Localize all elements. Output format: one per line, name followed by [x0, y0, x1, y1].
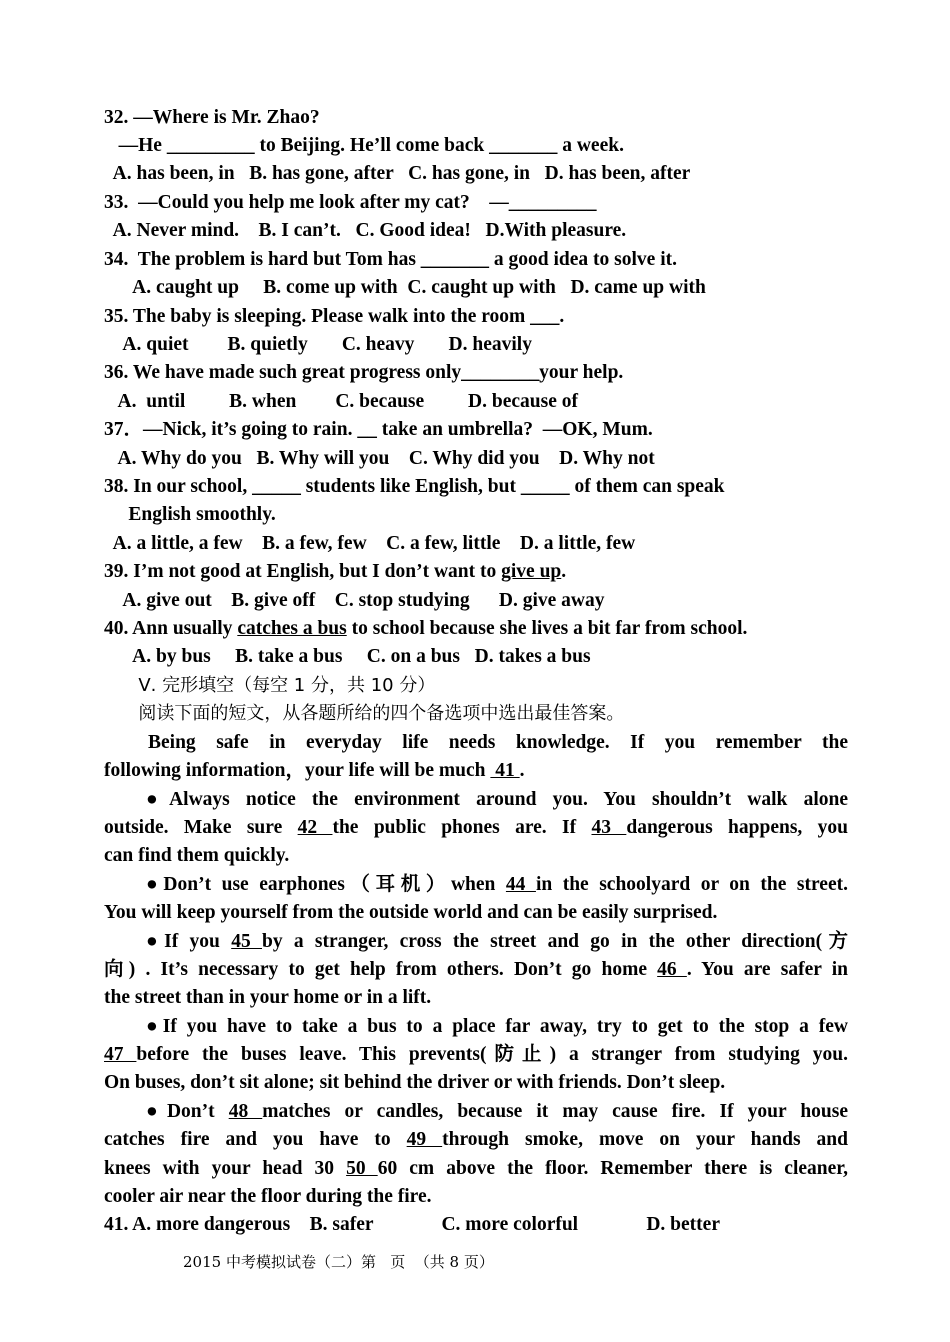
- section-5-instruction: 阅读下面的短文，从各题所给的四个备选项中选出最佳答案。: [104, 703, 625, 724]
- question-32-stem: 32. —Where is Mr. Zhao?: [104, 107, 320, 128]
- passage-p3-line2: You will keep yourself from the outside world and can be easily surprised.: [104, 902, 718, 923]
- question-33-options: A. Never mind. B. I can’t. C. Good idea! D.With pleasure.: [104, 220, 627, 241]
- question-39-stem: [104, 558, 848, 586]
- passage-p5-line3: On buses, don’t sit alone; sit behind the driver or with friends. Don’t sleep.: [104, 1072, 726, 1093]
- passage-p6-line1: [146, 1098, 848, 1126]
- passage-text: 向) . It’s necessary to get help from others. Don’t go home: [104, 959, 658, 980]
- blank-49: 49: [406, 1129, 443, 1150]
- page-footer: 2015 中考模拟试卷（二）第 页 （共 8 页）: [183, 1253, 494, 1271]
- passage-text: ●Don’t: [146, 1101, 229, 1122]
- question-38-line2: English smoothly.: [104, 504, 276, 525]
- passage-p2-line1: ●Always notice the environment around you. You shouldn’t walk alone: [146, 789, 848, 810]
- passage-p4-line1: [146, 928, 848, 956]
- passage-p4-line3: the street than in your home or in a lift.: [104, 987, 432, 1008]
- question-37-stem: 37．—Nick, it’s going to rain. __ take an umbrella? —OK, Mum.: [104, 419, 653, 440]
- section-5-heading: Ⅴ. 完形填空（每空 1 分，共 10 分）: [104, 675, 436, 696]
- passage-text: matches or candles, because it may cause fire. If your house: [262, 1101, 849, 1122]
- passage-p6-line3: [104, 1155, 848, 1183]
- question-34-stem: 34. The problem is hard but Tom has _______ a good idea to solve it.: [104, 249, 677, 270]
- question-40-stem-before: 40. Ann usually: [104, 618, 238, 639]
- question-41-options: 41. A. more dangerous B. safer C. more colorful D. better: [104, 1214, 720, 1235]
- passage-p6-line2: [104, 1126, 848, 1154]
- passage-p5-line2: [104, 1041, 848, 1069]
- question-40-underlined-phrase: catches a bus: [237, 618, 347, 639]
- passage-text: dangerous happens, you: [626, 817, 848, 838]
- passage-p2-line3: can find them quickly.: [104, 845, 290, 866]
- question-40-stem-after: to school because she lives a bit far from school.: [346, 618, 748, 639]
- passage-text: . You are safer in: [686, 959, 848, 980]
- question-36-options: A. until B. when C. because D. because of: [104, 391, 578, 412]
- passage-text: .: [519, 760, 525, 781]
- passage-text: in the schoolyard or on the street.: [535, 874, 848, 895]
- question-39-underlined-phrase: give up: [501, 561, 562, 582]
- passage-p4-line2: [104, 956, 848, 984]
- passage-text: by a stranger, cross the street and go in the other direction(方: [261, 931, 849, 952]
- blank-44: 44: [505, 874, 536, 895]
- passage-text: outside. Make sure: [104, 817, 298, 838]
- passage-text: knees with your head 30: [104, 1158, 347, 1179]
- passage-text: 60 cm above the floor. Remember there is cleaner,: [377, 1158, 849, 1179]
- passage-text: the public phones are. If: [332, 817, 592, 838]
- question-33-stem: 33. —Could you help me look after my cat? —_________: [104, 192, 597, 213]
- passage-p3-line1: [146, 871, 848, 899]
- blank-48: 48: [228, 1101, 263, 1122]
- question-32-options: A. has been, in B. has gone, after C. has gone, in D. has been, after: [104, 163, 691, 184]
- passage-text: catches fire and you have to: [104, 1129, 407, 1150]
- blank-43: 43: [591, 817, 627, 838]
- passage-text: following information，your life will be much: [104, 760, 491, 781]
- passage-text: ●If you: [146, 931, 232, 952]
- question-38-options: A. a little, a few B. a few, few C. a few, little D. a little, few: [104, 533, 636, 554]
- passage-p1-line2: [104, 757, 848, 785]
- passage-text: ●Don’t use earphones（耳机）when: [146, 874, 506, 895]
- question-32-line2: —He _________ to Beijing. He’ll come back _______ a week.: [104, 135, 624, 156]
- question-39-options: A. give out B. give off C. stop studying D. give away: [104, 590, 605, 611]
- passage-text: through smoke, move on your hands and: [442, 1129, 848, 1150]
- blank-47: 47: [104, 1044, 137, 1065]
- blank-45: 45: [231, 931, 262, 952]
- question-39-stem-before: 39. I’m not good at English, but I don’t want to: [104, 561, 502, 582]
- blank-46: 46: [657, 959, 687, 980]
- question-40-stem: [104, 615, 848, 643]
- question-36-stem: 36. We have made such great progress only________your help.: [104, 362, 624, 383]
- passage-p6-line4: cooler air near the floor during the fire.: [104, 1186, 432, 1207]
- question-37-options: A. Why do you B. Why will you C. Why did you D. Why not: [104, 448, 655, 469]
- passage-p2-line2: [104, 814, 848, 842]
- question-34-options: A. caught up B. come up with C. caught up with D. came up with: [104, 277, 706, 298]
- blank-42: 42: [297, 817, 333, 838]
- question-35-stem: 35. The baby is sleeping. Please walk into the room ___.: [104, 306, 565, 327]
- blank-41: 41: [490, 760, 520, 781]
- passage-p5-line1: ●If you have to take a bus to a place far away, try to get to the stop a few: [146, 1016, 848, 1037]
- question-35-options: A. quiet B. quietly C. heavy D. heavily: [104, 334, 532, 355]
- question-39-stem-after: .: [561, 561, 567, 582]
- question-38-stem: 38. In our school, _____ students like English, but _____ of them can speak: [104, 476, 725, 497]
- question-40-options: A. by bus B. take a bus C. on a bus D. takes a bus: [104, 646, 591, 667]
- passage-p1-line1: Being safe in everyday life needs knowledge. If you remember the: [148, 732, 848, 753]
- passage-text: before the buses leave. This prevents(防止) a stranger from studying you.: [136, 1044, 848, 1065]
- blank-50: 50: [346, 1158, 378, 1179]
